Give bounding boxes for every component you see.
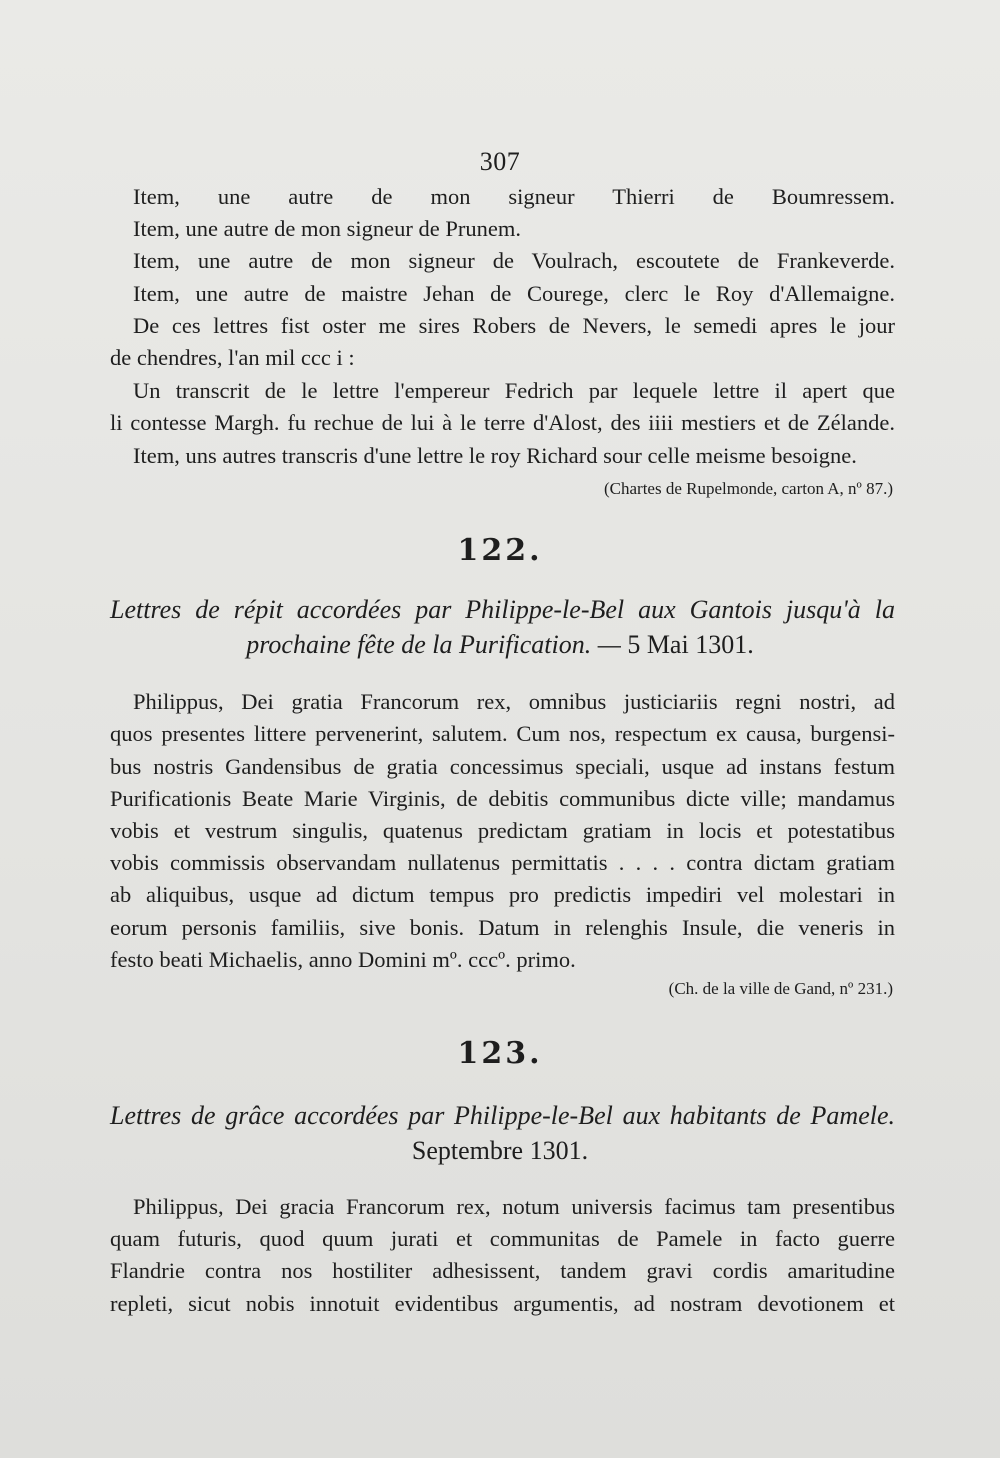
document-number: 122.	[457, 533, 543, 568]
text-line: Item, une autre de maistre Jehan de Courege, clerc le Roy d'Allemaigne.	[133, 281, 895, 306]
text-line: Item, une autre de mon signeur de Voulrach, escoutete de Frankeverde.	[133, 248, 895, 273]
document-date: Septembre 1301.	[411, 1136, 589, 1165]
text-line: vobis commissis observandam nullatenus permittatis . . . . contra dictam gratiam	[110, 850, 895, 875]
text-line: Flandrie contra nos hostiliter adhesissent, tandem gravi cordis amaritudine	[110, 1258, 895, 1283]
text-line: festo beati Michaelis, anno Domini mº. cccº. primo.	[110, 947, 576, 972]
text-line: bus nostris Gandensibus de gratia concessimus speciali, usque ad instans festum	[110, 754, 895, 779]
text-line: Philippus, Dei gracia Francorum rex, notum universis facimus tam presentibus	[133, 1194, 895, 1219]
text-line: eorum personis familiis, sive bonis. Datum in relenghis Insule, die veneris in	[110, 915, 895, 940]
document-title: Lettres de répit accordées par Philippe-le-Bel aux Gantois jusqu'à la	[110, 595, 895, 624]
text-line: Item, une autre de mon signeur de Prunem.	[133, 216, 522, 241]
text-line: quam futuris, quod quum jurati et communitas de Pamele in facto guerre	[110, 1226, 895, 1251]
text-line: vobis et vestrum singulis, quatenus predictam gratiam in locis et potestatibus	[110, 818, 895, 843]
text-line: de chendres, l'an mil ccc i :	[110, 345, 355, 370]
text-line: Item, uns autres transcris d'une lettre le roy Richard sour celle meisme besoigne.	[133, 443, 857, 468]
document-title-line-2	[0, 628, 1000, 662]
source-citation: (Ch. de la ville de Gand, nº 231.)	[668, 979, 893, 998]
text-line: li contesse Margh. fu rechue de lui à le terre d'Alost, des iiii mestiers et de Zélande.	[110, 410, 895, 435]
text-line: Item, une autre de mon signeur Thierri de Boumressem.	[133, 184, 895, 209]
document-title: Lettres de grâce accordées par Philippe-le-Bel aux habitants de Pamele.	[110, 1101, 895, 1130]
page-number: 307	[479, 147, 521, 176]
text-line: quos presentes littere pervenerint, salutem. Cum nos, respectum ex causa, burgensi-	[110, 721, 895, 746]
text-line: Un transcrit de le lettre l'empereur Fedrich par lequele lettre il apert que	[133, 378, 895, 403]
text-line: Philippus, Dei gratia Francorum rex, omnibus justiciariis regni nostri, ad	[133, 689, 895, 714]
document-title-italic: prochaine fête de la Purification. —	[246, 630, 628, 659]
source-citation: (Chartes de Rupelmonde, carton A, nº 87.)	[603, 479, 893, 498]
document-date: 5 Mai 1301.	[627, 630, 754, 659]
text-line: ab aliquibus, usque ad dictum tempus pro predictis impediri vel molestari in	[110, 882, 895, 907]
document-number: 123.	[457, 1036, 543, 1071]
text-line: Purificationis Beate Marie Virginis, de debitis communibus dicte ville; mandamus	[110, 786, 895, 811]
text-line: repleti, sicut nobis innotuit evidentibus argumentis, ad nostram devotionem et	[110, 1291, 895, 1316]
text-line: De ces lettres fist oster me sires Robers de Nevers, le semedi apres le jour	[133, 313, 895, 338]
